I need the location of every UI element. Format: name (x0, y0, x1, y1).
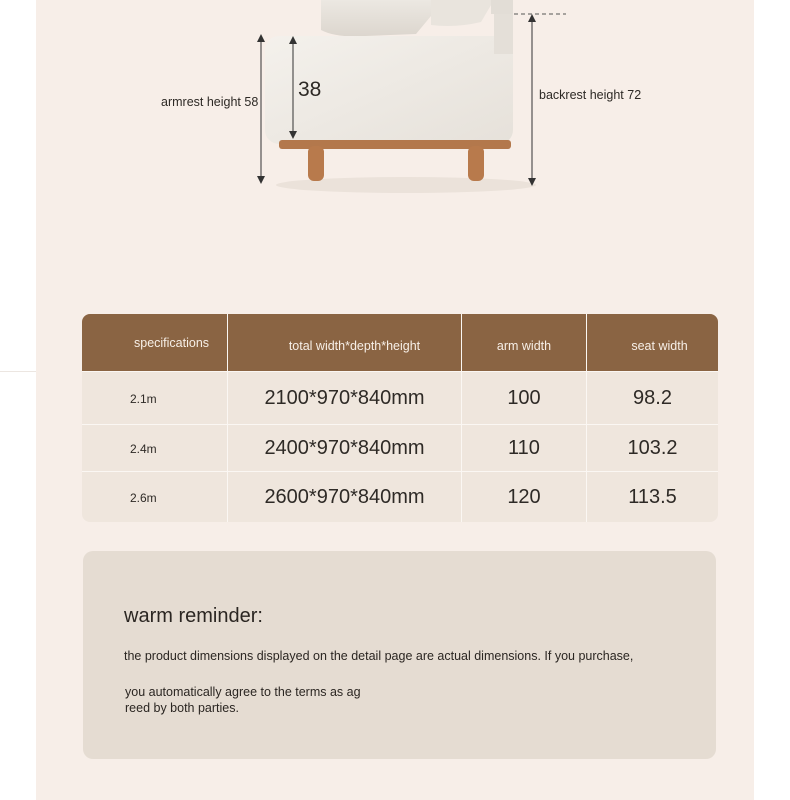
reminder-text-line: you automatically agree to the terms as ag (125, 685, 361, 699)
sofa-back-cushion-2 (431, 0, 494, 26)
sofa-leg-left (308, 146, 324, 181)
reminder-text-line: the product dimensions displayed on the detail page are actual dimensions. If you purchase, (124, 649, 634, 663)
table-row (82, 424, 718, 472)
arrow-head-up-icon (257, 34, 265, 42)
row-arm-width: 120 (462, 472, 587, 522)
reminder-title: warm reminder: (124, 605, 263, 627)
backrest-height-label: backrest height 72 (539, 88, 642, 102)
header-arm-width: arm width (462, 314, 587, 371)
spec-table (82, 314, 718, 522)
row-seat-width: 98.2 (633, 387, 672, 409)
row-arm-width: 110 (462, 425, 587, 472)
sofa-illustration (36, 0, 754, 250)
header-specifications: specifications (82, 314, 228, 371)
sofa-dimension-diagram (36, 0, 754, 250)
row-total-dimensions: 2100*970*840mm (228, 372, 462, 425)
armrest-height-label: armrest height 58 (161, 95, 259, 109)
sofa-leg-right (468, 146, 484, 181)
row-total-dimensions: 2400*970*840mm (228, 425, 462, 472)
arrow-head-up-icon (528, 14, 536, 22)
row-total-dimensions: 2600*970*840mm (228, 472, 462, 522)
seat-height-value: 38 (298, 78, 322, 101)
header-seat-width: seat width (631, 338, 688, 353)
reminder-text-line: reed by both parties. (125, 701, 239, 715)
row-seat-width: 113.5 (628, 486, 677, 508)
table-row (82, 471, 718, 522)
product-detail-page (36, 0, 754, 800)
sofa-back-edge (491, 0, 513, 14)
row-arm-width: 100 (462, 372, 587, 425)
row-spec-size: 2.1m (82, 372, 228, 425)
left-divider-line (0, 371, 36, 372)
sofa-back-cushion (321, 0, 436, 36)
warm-reminder-box (83, 551, 716, 759)
row-spec-size: 2.6m (82, 472, 228, 522)
row-seat-width: 103.2 (627, 437, 678, 459)
table-header-row (82, 314, 718, 371)
row-spec-size: 2.4m (82, 425, 228, 472)
sofa-back-side (494, 14, 513, 54)
header-total-dimensions: total width*depth*height (228, 314, 462, 371)
arrow-head-down-icon (257, 176, 265, 184)
table-row (82, 371, 718, 425)
